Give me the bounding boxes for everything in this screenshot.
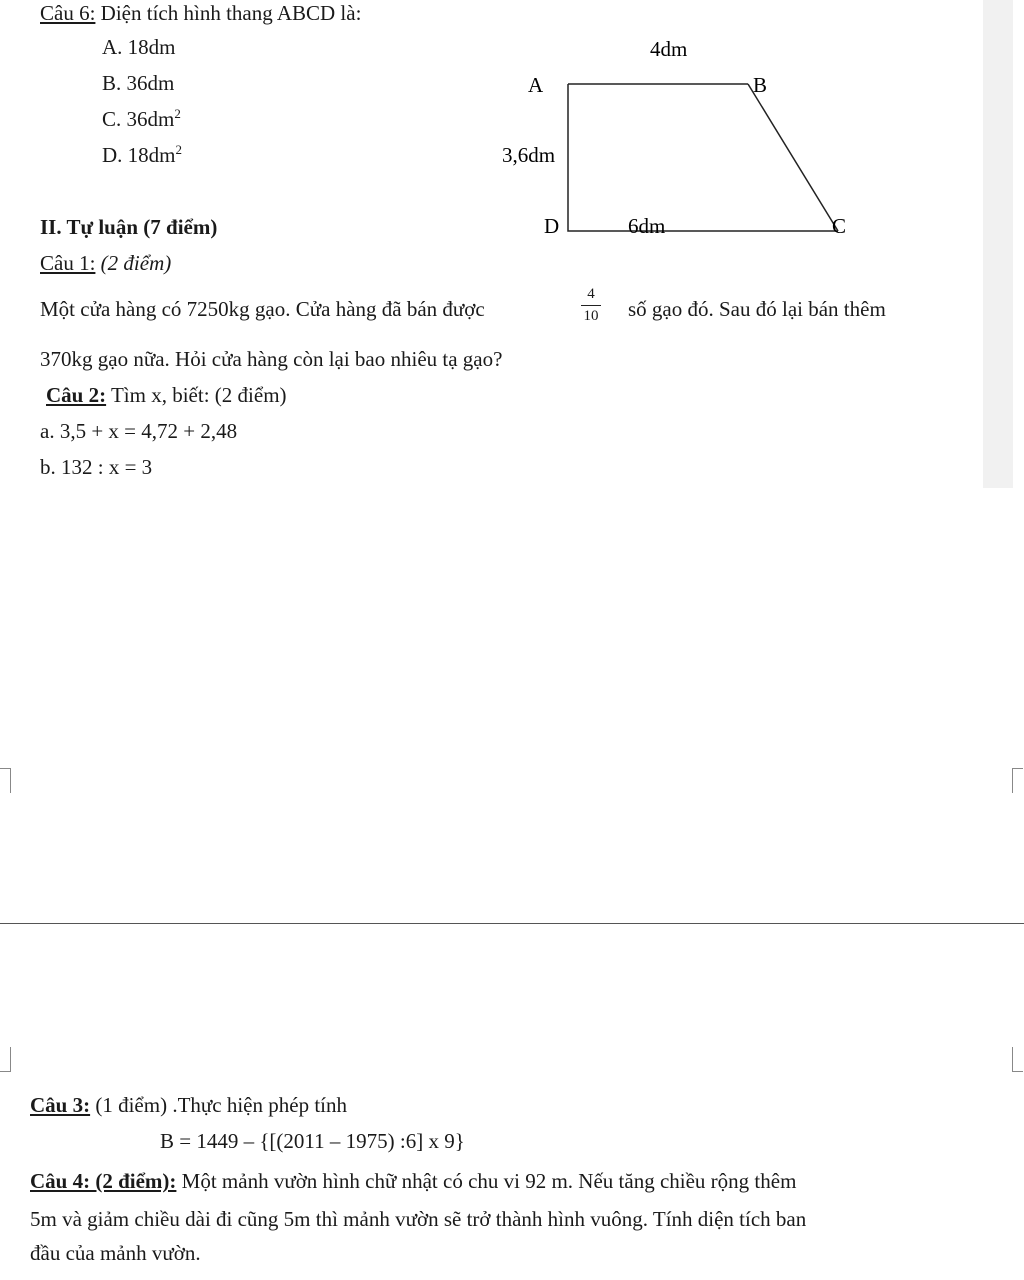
trapezoid-figure [480, 30, 880, 250]
q6-option-b: B. 36dm [102, 71, 175, 95]
q6-option-a: A. 18dm [102, 35, 176, 59]
label-bottom-length: 6dm [628, 214, 666, 238]
label-a: A [528, 73, 544, 97]
scrollbar[interactable] [983, 0, 1013, 488]
label-c: C [832, 214, 847, 238]
label-height: 3,6dm [502, 143, 556, 167]
q6-option-d: D. $18dm^2$ [102, 142, 182, 167]
c4-line2: 5m và giảm chiều dài đi cũng 5m thì mảnh vườn sẽ trở thành hình vuông. Tính diện tích ban [30, 1207, 807, 1231]
label-b: B [753, 73, 768, 97]
c2-a: a. 3,5 + x = 4,72 + 2,48 [40, 419, 238, 443]
label-d: D [544, 214, 560, 238]
c3-label: Câu 3: [30, 1093, 91, 1117]
c3-heading [30, 1092, 347, 1118]
fraction-denominator: 10 [583, 308, 599, 324]
q6-text: Diện tích hình thang ABCD là: [100, 1, 362, 25]
c3-text: (1 điểm) .Thực hiện phép tính [95, 1093, 347, 1117]
page-divider [0, 923, 1024, 924]
page-corner-mark [1012, 1047, 1023, 1072]
c4-text-1: Một mảnh vườn hình chữ nhật có chu vi 92 m. Nếu tăng chiều rộng thêm [181, 1169, 797, 1193]
c1-points: (2 điểm) [100, 251, 172, 275]
c1-text-c: 370kg gạo nữa. Hỏi cửa hàng còn lại bao nhiêu tạ gạo? [40, 347, 503, 371]
label-top-length: 4dm [650, 37, 688, 61]
fraction [581, 286, 601, 325]
c2-label: Câu 2: [46, 383, 107, 407]
page-corner-mark [0, 1047, 11, 1072]
c2-text: Tìm x, biết: (2 điểm) [110, 383, 287, 407]
c1-label: Câu 1: [40, 251, 96, 275]
section-title: II. Tự luận (7 điểm) [40, 215, 218, 239]
trapezoid-right-edge [748, 84, 838, 231]
c4-line3: đầu của mảnh vườn. [30, 1241, 201, 1265]
c4-line1 [30, 1168, 796, 1194]
fraction-numerator: 4 [587, 286, 595, 302]
c2-heading [46, 382, 287, 408]
c3-expression: B = 1449 – {[(2011 – 1975) :6] x 9} [160, 1129, 465, 1153]
page-corner-mark [1012, 768, 1023, 793]
q6-option-c: C. $36dm^2$ [102, 106, 181, 131]
trapezoid-left-bottom-edges [568, 84, 838, 231]
page-corner-mark [0, 768, 11, 793]
c4-label: Câu 4: (2 điểm): [30, 1169, 177, 1193]
c1-text-a: Một cửa hàng có 7250kg gạo. Cửa hàng đã bán được [40, 297, 485, 321]
q6-heading [40, 0, 361, 26]
q6-label: Câu 6: [40, 1, 96, 25]
c1-heading [40, 250, 171, 276]
c1-text-b: số gạo đó. Sau đó lại bán thêm [628, 297, 886, 321]
c2-b: b. 132 : x = 3 [40, 455, 153, 479]
